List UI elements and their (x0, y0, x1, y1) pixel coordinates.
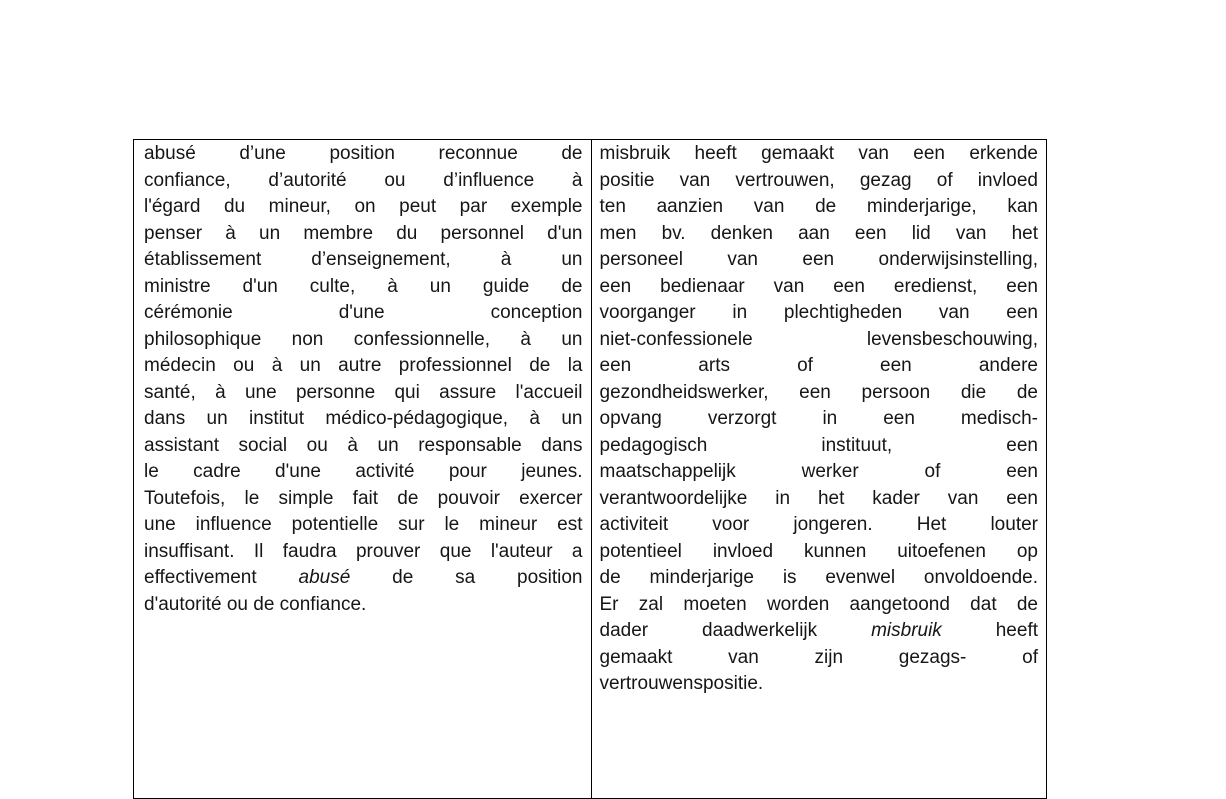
text-segment: santé, à une personne qui assure l'accueil (144, 381, 583, 403)
text-line (600, 433, 1039, 460)
text-line (600, 671, 1039, 698)
text-line (600, 353, 1039, 380)
text-line (600, 539, 1039, 566)
text-segment: pedagogisch instituut, een (599, 434, 1038, 456)
italic-text: misbruik (871, 620, 942, 641)
text-segment: Er zal moeten worden aangetoond dat de (599, 593, 1038, 615)
text-segment: vertrouwenspositie. (599, 673, 764, 694)
text-segment: cérémonie d'une conception (144, 302, 583, 323)
text-segment: activiteit voor jongeren. Het louter (599, 514, 1038, 535)
text-segment: philosophique non confessionnelle, à un (144, 328, 583, 350)
text-line (600, 459, 1039, 486)
text-segment: gemaakt van zijn gezags- of (599, 646, 1038, 668)
text-line (144, 247, 583, 274)
text-segment: l'égard du mineur, on peut par exemple (144, 196, 583, 217)
text-line (144, 221, 583, 248)
text-line (600, 327, 1039, 354)
text-segment: abusé d’une position reconnue de (144, 143, 583, 164)
text-line (144, 565, 583, 592)
french-text-column (134, 140, 592, 798)
text-segment: d'autorité ou de confiance. (144, 593, 367, 615)
text-line (600, 380, 1039, 407)
text-line (144, 539, 583, 566)
text-segment: misbruik heeft gemaakt van een erkende (599, 143, 1038, 164)
text-line (144, 592, 583, 619)
text-line (144, 380, 583, 407)
text-segment: ministre d'un culte, à un guide de (144, 275, 583, 297)
text-segment: le cadre d'une activité pour jeunes. (144, 461, 583, 482)
text-line (600, 141, 1039, 168)
text-segment: een arts of een andere (599, 355, 1038, 376)
text-line (144, 353, 583, 380)
text-segment: ten aanzien van de minderjarige, kan (599, 196, 1038, 217)
two-column-table (133, 139, 1047, 799)
text-line (600, 592, 1039, 619)
text-segment: opvang verzorgt in een medisch- (599, 408, 1038, 429)
text-segment: niet-confessionele levensbeschouwing, (599, 328, 1038, 350)
text-line (144, 433, 583, 460)
text-segment: een bedienaar van een eredienst, een (599, 275, 1038, 297)
text-line (600, 406, 1039, 433)
text-segment: gezondheidswerker, een persoon die de (599, 381, 1038, 403)
text-line (144, 274, 583, 301)
text-line (600, 486, 1039, 513)
text-segment: dader daadwerkelijk (599, 620, 872, 641)
text-line (600, 194, 1039, 221)
text-segment: verantwoordelijke in het kader van een (599, 487, 1038, 509)
text-line (600, 221, 1039, 248)
text-segment: dans un institut médico-pédagogique, à un (144, 408, 583, 429)
text-line (144, 406, 583, 433)
text-segment: potentieel invloed kunnen uitoefenen op (599, 540, 1038, 562)
text-segment: penser à un membre du personnel d'un (144, 222, 583, 244)
text-segment: établissement d’enseignement, à un (144, 249, 583, 270)
text-line (600, 645, 1039, 672)
text-segment: de minderjarige is evenwel onvoldoende. (599, 567, 1038, 588)
text-segment: médecin ou à un autre professionnel de la (144, 355, 583, 376)
text-line (600, 300, 1039, 327)
text-segment: personeel van een onderwijsinstelling, (599, 249, 1038, 270)
text-line (144, 512, 583, 539)
text-segment: positie van vertrouwen, gezag of invloed (599, 169, 1038, 191)
text-line (600, 247, 1039, 274)
text-segment: assistant social ou à un responsable dans (144, 434, 583, 456)
text-line (144, 459, 583, 486)
dutch-text-column (592, 140, 1047, 798)
text-line (600, 168, 1039, 195)
text-line (144, 141, 583, 168)
text-line (144, 486, 583, 513)
text-line (600, 274, 1039, 301)
text-segment: insuffisant. Il faudra prouver que l'auteur a (144, 540, 583, 562)
text-segment: de sa position (350, 567, 583, 588)
text-line (144, 300, 583, 327)
text-segment: effectivement (144, 567, 299, 588)
text-segment: une influence potentielle sur le mineur est (144, 514, 583, 535)
italic-text: abusé (298, 567, 351, 588)
text-line (144, 168, 583, 195)
text-line (144, 327, 583, 354)
text-segment: men bv. denken aan een lid van het (599, 222, 1038, 244)
text-segment: confiance, d’autorité ou d’influence à (144, 169, 583, 191)
text-line (600, 618, 1039, 645)
text-line (600, 565, 1039, 592)
text-segment: heeft (941, 620, 1039, 641)
text-line (600, 512, 1039, 539)
text-segment: maatschappelijk werker of een (599, 461, 1038, 482)
text-line (144, 194, 583, 221)
text-segment: voorganger in plechtigheden van een (599, 302, 1038, 323)
text-segment: Toutefois, le simple fait de pouvoir exercer (144, 487, 583, 509)
